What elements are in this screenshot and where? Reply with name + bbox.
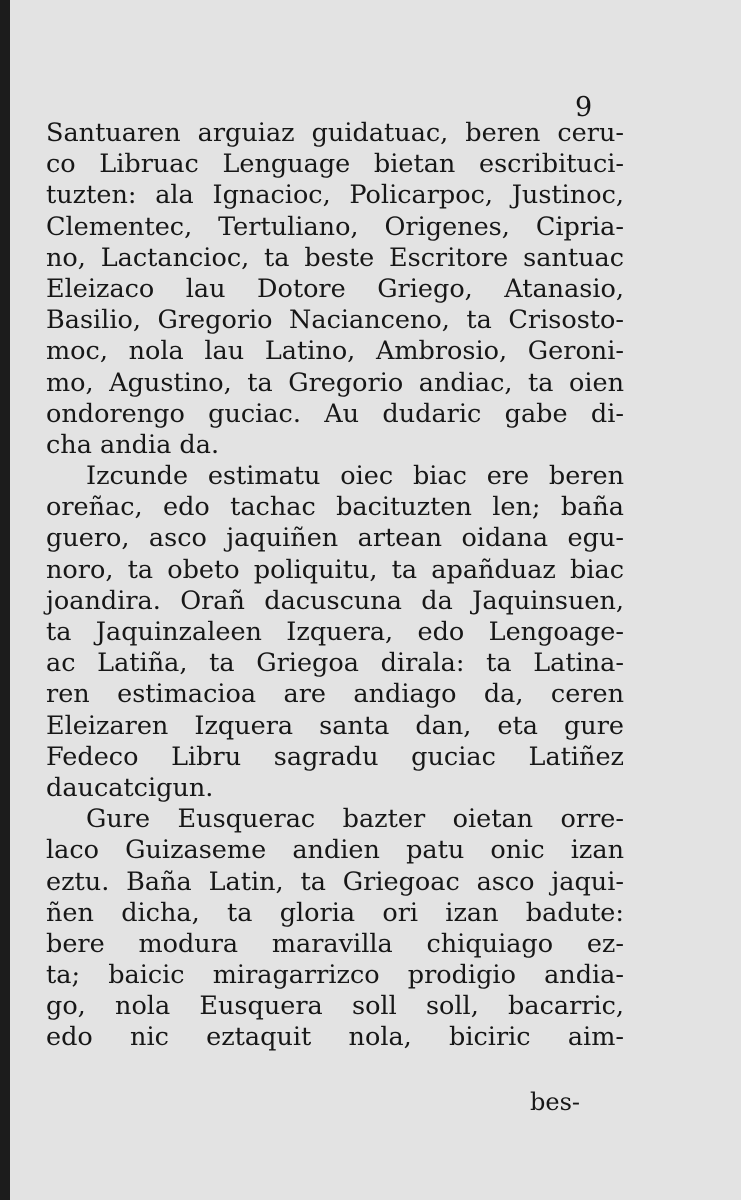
text-line: co Libruac Lenguage bietan escribituci- [46,149,624,180]
text-line: eztu. Baña Latin, ta Griegoac asco jaqui- [46,866,624,897]
text-line: Fedeco Libru sagradu guciac Latiñez [46,741,624,772]
text-line: edo nic eztaquit nola, biciric aim- [46,1022,624,1053]
text-line: ondorengo guciac. Au dudaric gabe di- [46,398,624,429]
text-line: Basilio, Gregorio Nacianceno, ta Crisosto- [46,305,624,336]
body-text [46,118,624,1054]
text-line: mo, Agustino, ta Gregorio andiac, ta oien [46,367,624,398]
text-line: daucatcigun. [46,772,214,803]
text-line: go, nola Eusquera soll soll, bacarric, [46,991,624,1022]
text-line: noro, ta obeto poliquitu, ta apañduaz biac [46,554,624,585]
book-page [10,0,741,1200]
text-line: Eleizaco lau Dotore Griego, Atanasio, [46,273,624,304]
text-line: Izcunde estimatu oiec biac ere beren [86,461,624,492]
catchword: bes- [530,1088,580,1116]
text-line: oreñac, edo tachac bacituzten len; baña [46,492,624,523]
text-line: ñen dicha, ta gloria ori izan badute: [46,897,624,928]
text-line: moc, nola lau Latino, Ambrosio, Geroni- [46,336,624,367]
text-line: guero, asco jaquiñen artean oidana egu- [46,523,624,554]
text-line: no, Lactancioc, ta beste Escritore santuac [46,242,624,273]
text-line: joandira. Orañ dacuscuna da Jaquinsuen, [46,585,624,616]
text-line: laco Guizaseme andien patu onic izan [46,835,624,866]
page-number: 9 [575,92,593,123]
text-line: Clementec, Tertuliano, Origenes, Cipria- [46,211,624,242]
text-line: ta Jaquinzaleen Izquera, edo Lengoage- [46,617,624,647]
text-line: ren estimacioa are andiago da, ceren [46,679,624,710]
text-line: ac Latiña, ta Griegoa dirala: ta Latina- [46,648,624,679]
text-line: ta; baicic miragarrizco prodigio andia- [46,960,624,991]
text-line: bere modura maravilla chiquiago ez- [46,928,624,959]
text-line: Santuaren arguiaz guidatuac, beren ceru- [46,118,624,148]
text-line: tuzten: ala Ignacioc, Policarpoc, Justinoc, [46,180,624,211]
text-line: cha andia da. [46,429,220,460]
text-line: Gure Eusquerac bazter oietan orre- [86,804,624,835]
text-line: Eleizaren Izquera santa dan, eta gure [46,710,624,741]
